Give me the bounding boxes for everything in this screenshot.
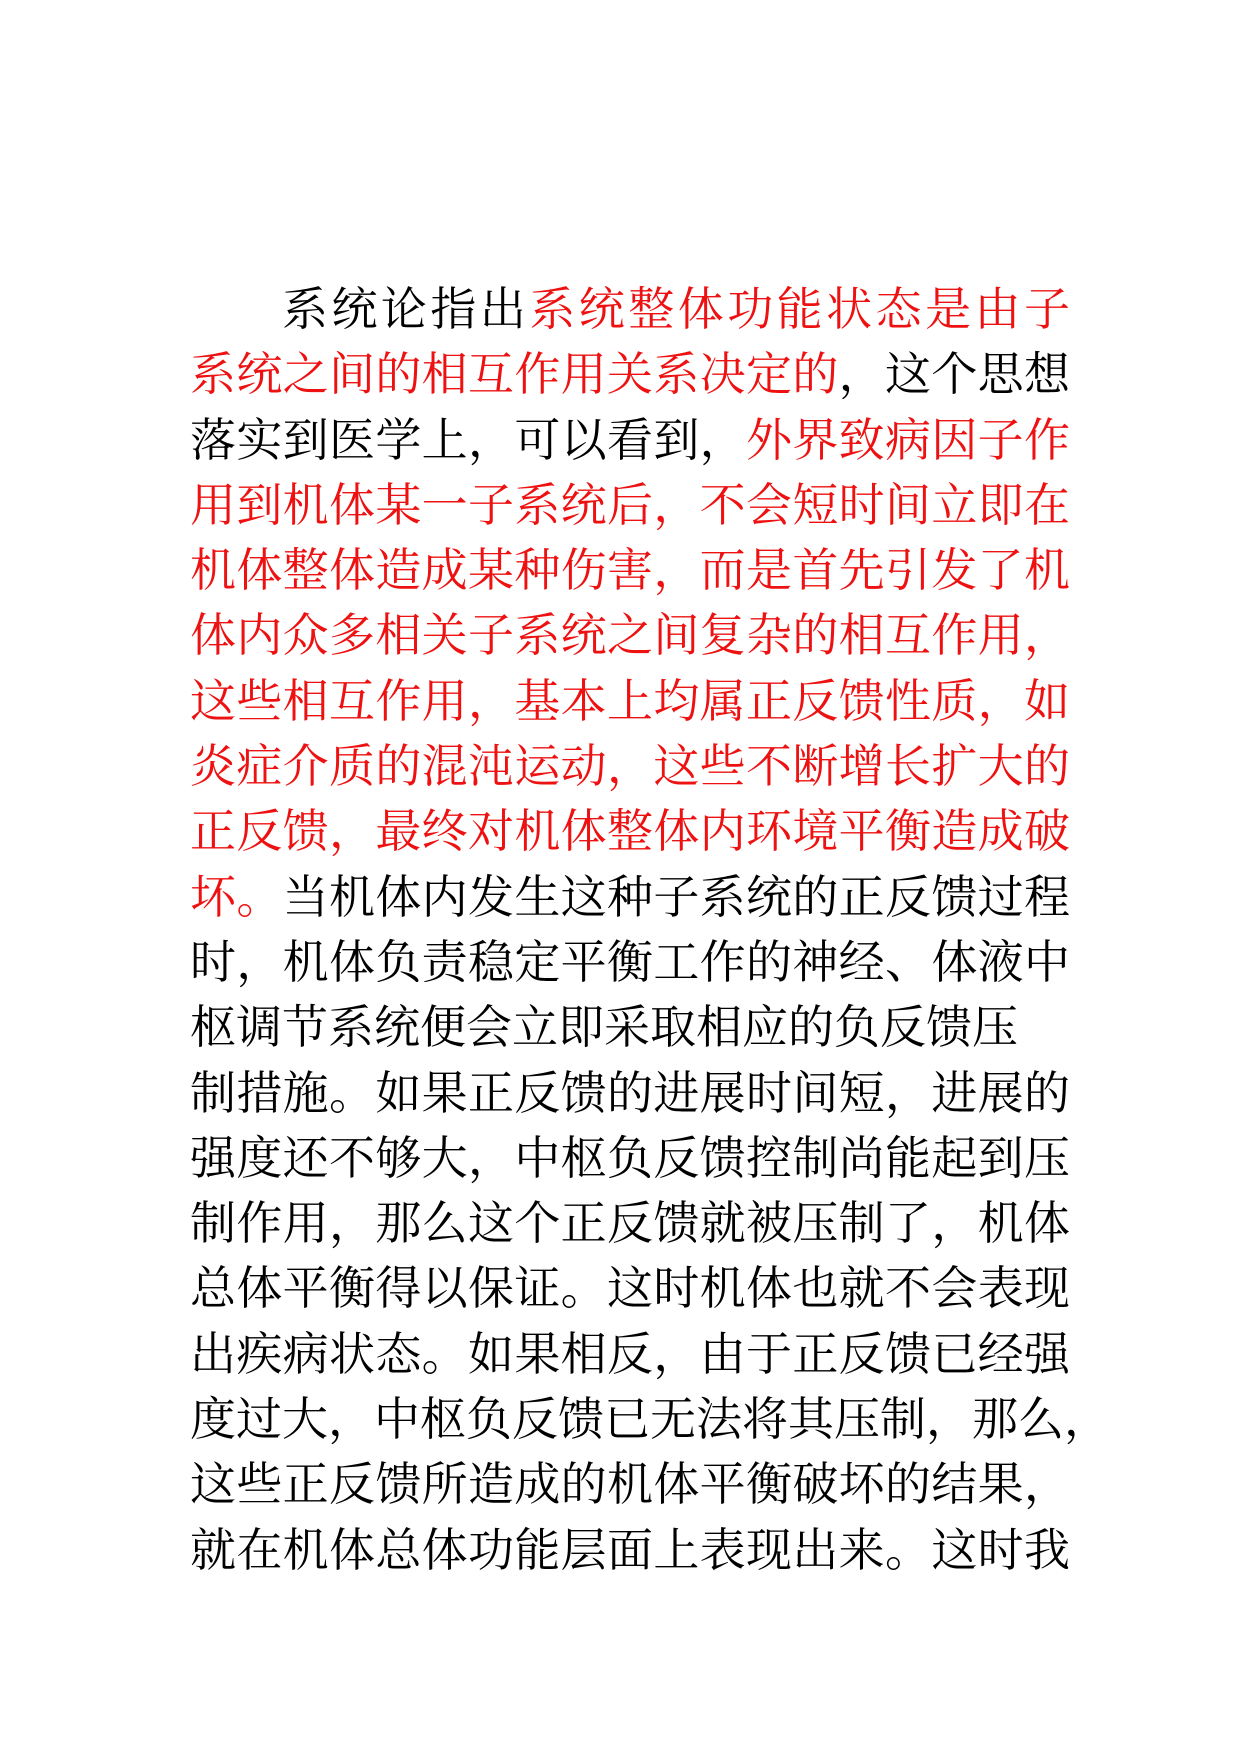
text-segment: 时，机体负责稳定平衡工作的神经、体液中 <box>190 934 1070 989</box>
text-line <box>190 1322 1070 1387</box>
text-segment-highlighted: 用到机体某一子系统后，不会短时间立即在 <box>190 477 1070 532</box>
text-segment: ，这个思想 <box>838 347 1071 402</box>
text-segment: 制作用，那么这个正反馈就被压制了，机体 <box>190 1196 1070 1251</box>
text-segment-highlighted: 外界致病因子作 <box>746 412 1071 467</box>
text-line <box>190 603 1070 668</box>
text-segment: 这些正反馈所造成的机体平衡破坏的结果， <box>190 1457 1070 1512</box>
body-paragraph <box>190 277 1110 1583</box>
text-line <box>190 277 1070 342</box>
text-segment: 度过大，中枢负反馈已无法将其压制，那么， <box>190 1392 1110 1447</box>
text-line <box>190 473 1070 538</box>
text-line <box>190 1256 1070 1321</box>
text-segment: 枢调节系统便会立即采取相应的负反馈压 <box>190 1000 1018 1055</box>
text-segment-highlighted: 系统之间的相互作用关系决定的 <box>190 347 839 402</box>
text-segment-highlighted: 这些相互作用，基本上均属正反馈性质，如 <box>190 673 1070 728</box>
text-line <box>190 1126 1070 1191</box>
text-segment: 强度还不够大，中枢负反馈控制尚能起到压 <box>190 1130 1070 1185</box>
text-segment: 当机体内发生这种子系统的正反馈过程 <box>282 869 1071 924</box>
text-line <box>190 995 1070 1060</box>
text-line <box>190 1518 1070 1583</box>
text-line <box>190 1452 1070 1517</box>
text-line <box>190 342 1070 407</box>
text-segment: 出疾病状态。如果相反，由于正反馈已经强 <box>190 1326 1070 1381</box>
text-line <box>190 734 1070 799</box>
text-segment: 制措施。如果正反馈的进展时间短，进展的 <box>190 1065 1070 1120</box>
text-segment: 落实到医学上，可以看到， <box>190 412 746 467</box>
text-line <box>190 1387 1110 1452</box>
text-line <box>190 669 1070 734</box>
text-line <box>190 1061 1070 1126</box>
text-line <box>190 1191 1070 1256</box>
text-line <box>190 538 1070 603</box>
text-segment-highlighted: 系统整体功能状态是由子 <box>529 282 1071 336</box>
text-segment-highlighted: 正反馈，最终对机体整体内环境平衡造成破 <box>190 804 1070 859</box>
text-segment: 总体平衡得以保证。这时机体也就不会表现 <box>190 1261 1070 1316</box>
text-line <box>190 930 1070 995</box>
text-segment-highlighted: 炎症介质的混沌运动，这些不断增长扩大的 <box>190 739 1070 794</box>
text-segment-highlighted: 坏。 <box>190 869 283 924</box>
text-line <box>190 408 1070 473</box>
text-segment-highlighted: 体内众多相关子系统之间复杂的相互作用， <box>190 608 1070 663</box>
text-line <box>190 799 1070 864</box>
text-line <box>190 865 1070 930</box>
text-segment: 系统论指出 <box>282 282 530 336</box>
text-segment: 就在机体总体功能层面上表现出来。这时我 <box>190 1522 1070 1577</box>
text-segment-highlighted: 机体整体造成某种伤害，而是首先引发了机 <box>190 543 1070 598</box>
